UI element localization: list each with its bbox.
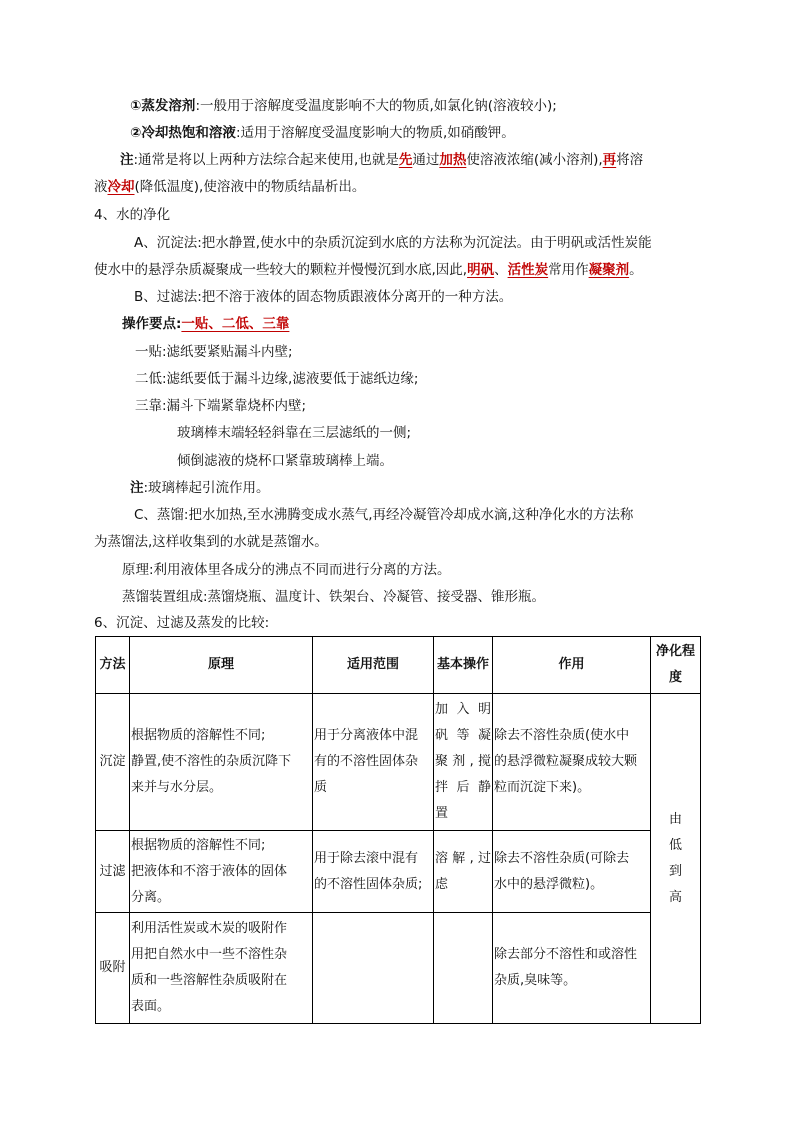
- row-method: 过滤: [96, 831, 130, 913]
- filtration-line: B、过滤法:把不溶于液体的固态物质跟液体分离开的一种方法。: [134, 289, 513, 305]
- table-row: [96, 913, 701, 1024]
- row-method: 沉淀: [96, 694, 130, 831]
- row-operation: [434, 913, 493, 1024]
- purification-degree-cell: 由 低 到 高: [651, 694, 701, 1024]
- table-row: [96, 694, 701, 831]
- distillation-apparatus: 蒸馏装置组成:蒸馏烧瓶、温度计、铁架台、冷凝管、接受器、锥形瓶。: [122, 589, 546, 605]
- row-effect: 除去不溶性杂质(使水中 的悬浮微粒凝聚成较大颗 粒而沉淀下来)。: [493, 694, 651, 831]
- rule-two-low: 二低:滤纸要低于漏斗边缘,滤液要低于滤纸边缘;: [135, 371, 419, 387]
- comparison-table: [95, 636, 701, 1024]
- methods-note-line2: 液冷却(降低温度),使溶液中的物质结晶析出。: [94, 179, 366, 195]
- row-operation: 加入明 矾等凝 聚剂,搅 拌后静 置: [434, 694, 493, 831]
- row-effect: 除去部分不溶性和或溶性 杂质,臭味等。: [493, 913, 651, 1024]
- table-row: [96, 831, 701, 913]
- rule-three-lean: 三靠:漏斗下端紧靠烧杯内壁;: [135, 398, 307, 414]
- row-scope: 用于除去滚中混有 的不溶性固体杂质;: [313, 831, 434, 913]
- section-heading-water-purification: 4、水的净化: [94, 207, 171, 223]
- sedimentation-line1: A、沉淀法:把水静置,使水中的杂质沉淀到水底的方法称为沉淀法。由于明矾或活性炭能: [134, 235, 652, 251]
- rule-three-lean-c: 倾倒滤液的烧杯口紧靠玻璃棒上端。: [177, 453, 393, 469]
- row-operation: 溶解,过 虑: [434, 831, 493, 913]
- table-header-row: [96, 637, 701, 694]
- row-scope: 用于分离液体中混 有的不溶性固体杂 质: [313, 694, 434, 831]
- keyword-first: 先: [398, 152, 413, 168]
- keyword-then: 再: [602, 152, 617, 168]
- header-principle: 原理: [130, 637, 313, 694]
- rule-one-stick: 一贴:滤纸要紧贴漏斗内壁;: [135, 344, 293, 360]
- row-effect: 除去不溶性杂质(可除去 水中的悬浮微粒)。: [493, 831, 651, 913]
- row-principle: 根据物质的溶解性不同; 静置,使不溶性的杂质沉降下 来并与水分层。: [130, 694, 313, 831]
- keyword-cool: 冷却: [107, 179, 135, 195]
- keyword-heat: 加热: [439, 152, 467, 168]
- header-method: 方法: [96, 637, 130, 694]
- row-scope: [313, 913, 434, 1024]
- header-degree: 净化程度: [651, 637, 701, 694]
- operation-key-label: 操作要点:: [122, 316, 182, 332]
- method-evaporate-label: ①蒸发溶剂: [130, 98, 196, 114]
- rule-three-lean-b: 玻璃棒末端轻轻斜靠在三层滤纸的一侧;: [177, 425, 412, 441]
- distillation-line1: C、蒸馏:把水加热,至水沸腾变成水蒸气,再经冷凝管冷却成水滴,这种净化水的方法称: [134, 507, 634, 523]
- filtration-note: 注:玻璃棒起引流作用。: [130, 480, 270, 496]
- row-principle: 根据物质的溶解性不同; 把液体和不溶于液体的固体 分离。: [130, 831, 313, 913]
- keyword-coagulant: 凝聚剂: [588, 262, 630, 278]
- keyword-alum: 明矾: [467, 262, 495, 278]
- methods-note-line1: 注:通常是将以上两种方法综合起来使用,也就是先通过加热使溶液浓缩(减小溶剂),再将溶: [120, 152, 644, 168]
- row-method: 吸附: [96, 913, 130, 1024]
- operation-key-points: [122, 314, 289, 334]
- distillation-principle: 原理:利用液体里各成分的沸点不同而进行分离的方法。: [122, 562, 451, 578]
- keyword-activated-carbon: 活性炭: [507, 262, 549, 278]
- row-principle: 利用活性炭或木炭的吸附作 用把自然水中一些不溶性杂 质和一些溶解性杂质吸附在 表面。: [130, 913, 313, 1024]
- method-evaporate-line: ①蒸发溶剂:一般用于溶解度受温度影响不大的物质,如氯化钠(溶液较小);: [130, 98, 557, 114]
- header-operation: 基本操作: [434, 637, 493, 694]
- sedimentation-line2: 使水中的悬浮杂质凝聚成一些较大的颗粒并慢慢沉到水底,因此,明矾、活性炭常用作凝聚剂。: [94, 262, 643, 278]
- header-scope: 适用范围: [313, 637, 434, 694]
- method-cooling-label: ②冷却热饱和溶液: [130, 125, 236, 141]
- distillation-line2: 为蒸馏法,这样收集到的水就是蒸馏水。: [94, 534, 328, 550]
- operation-key-value: 一贴、二低、三靠: [181, 316, 290, 332]
- section-heading-comparison: 6、沉淀、过滤及蒸发的比较:: [94, 615, 270, 631]
- header-effect: 作用: [493, 637, 651, 694]
- method-cooling-line: ②冷却热饱和溶液:适用于溶解度受温度影响大的物质,如硝酸钾。: [130, 125, 515, 141]
